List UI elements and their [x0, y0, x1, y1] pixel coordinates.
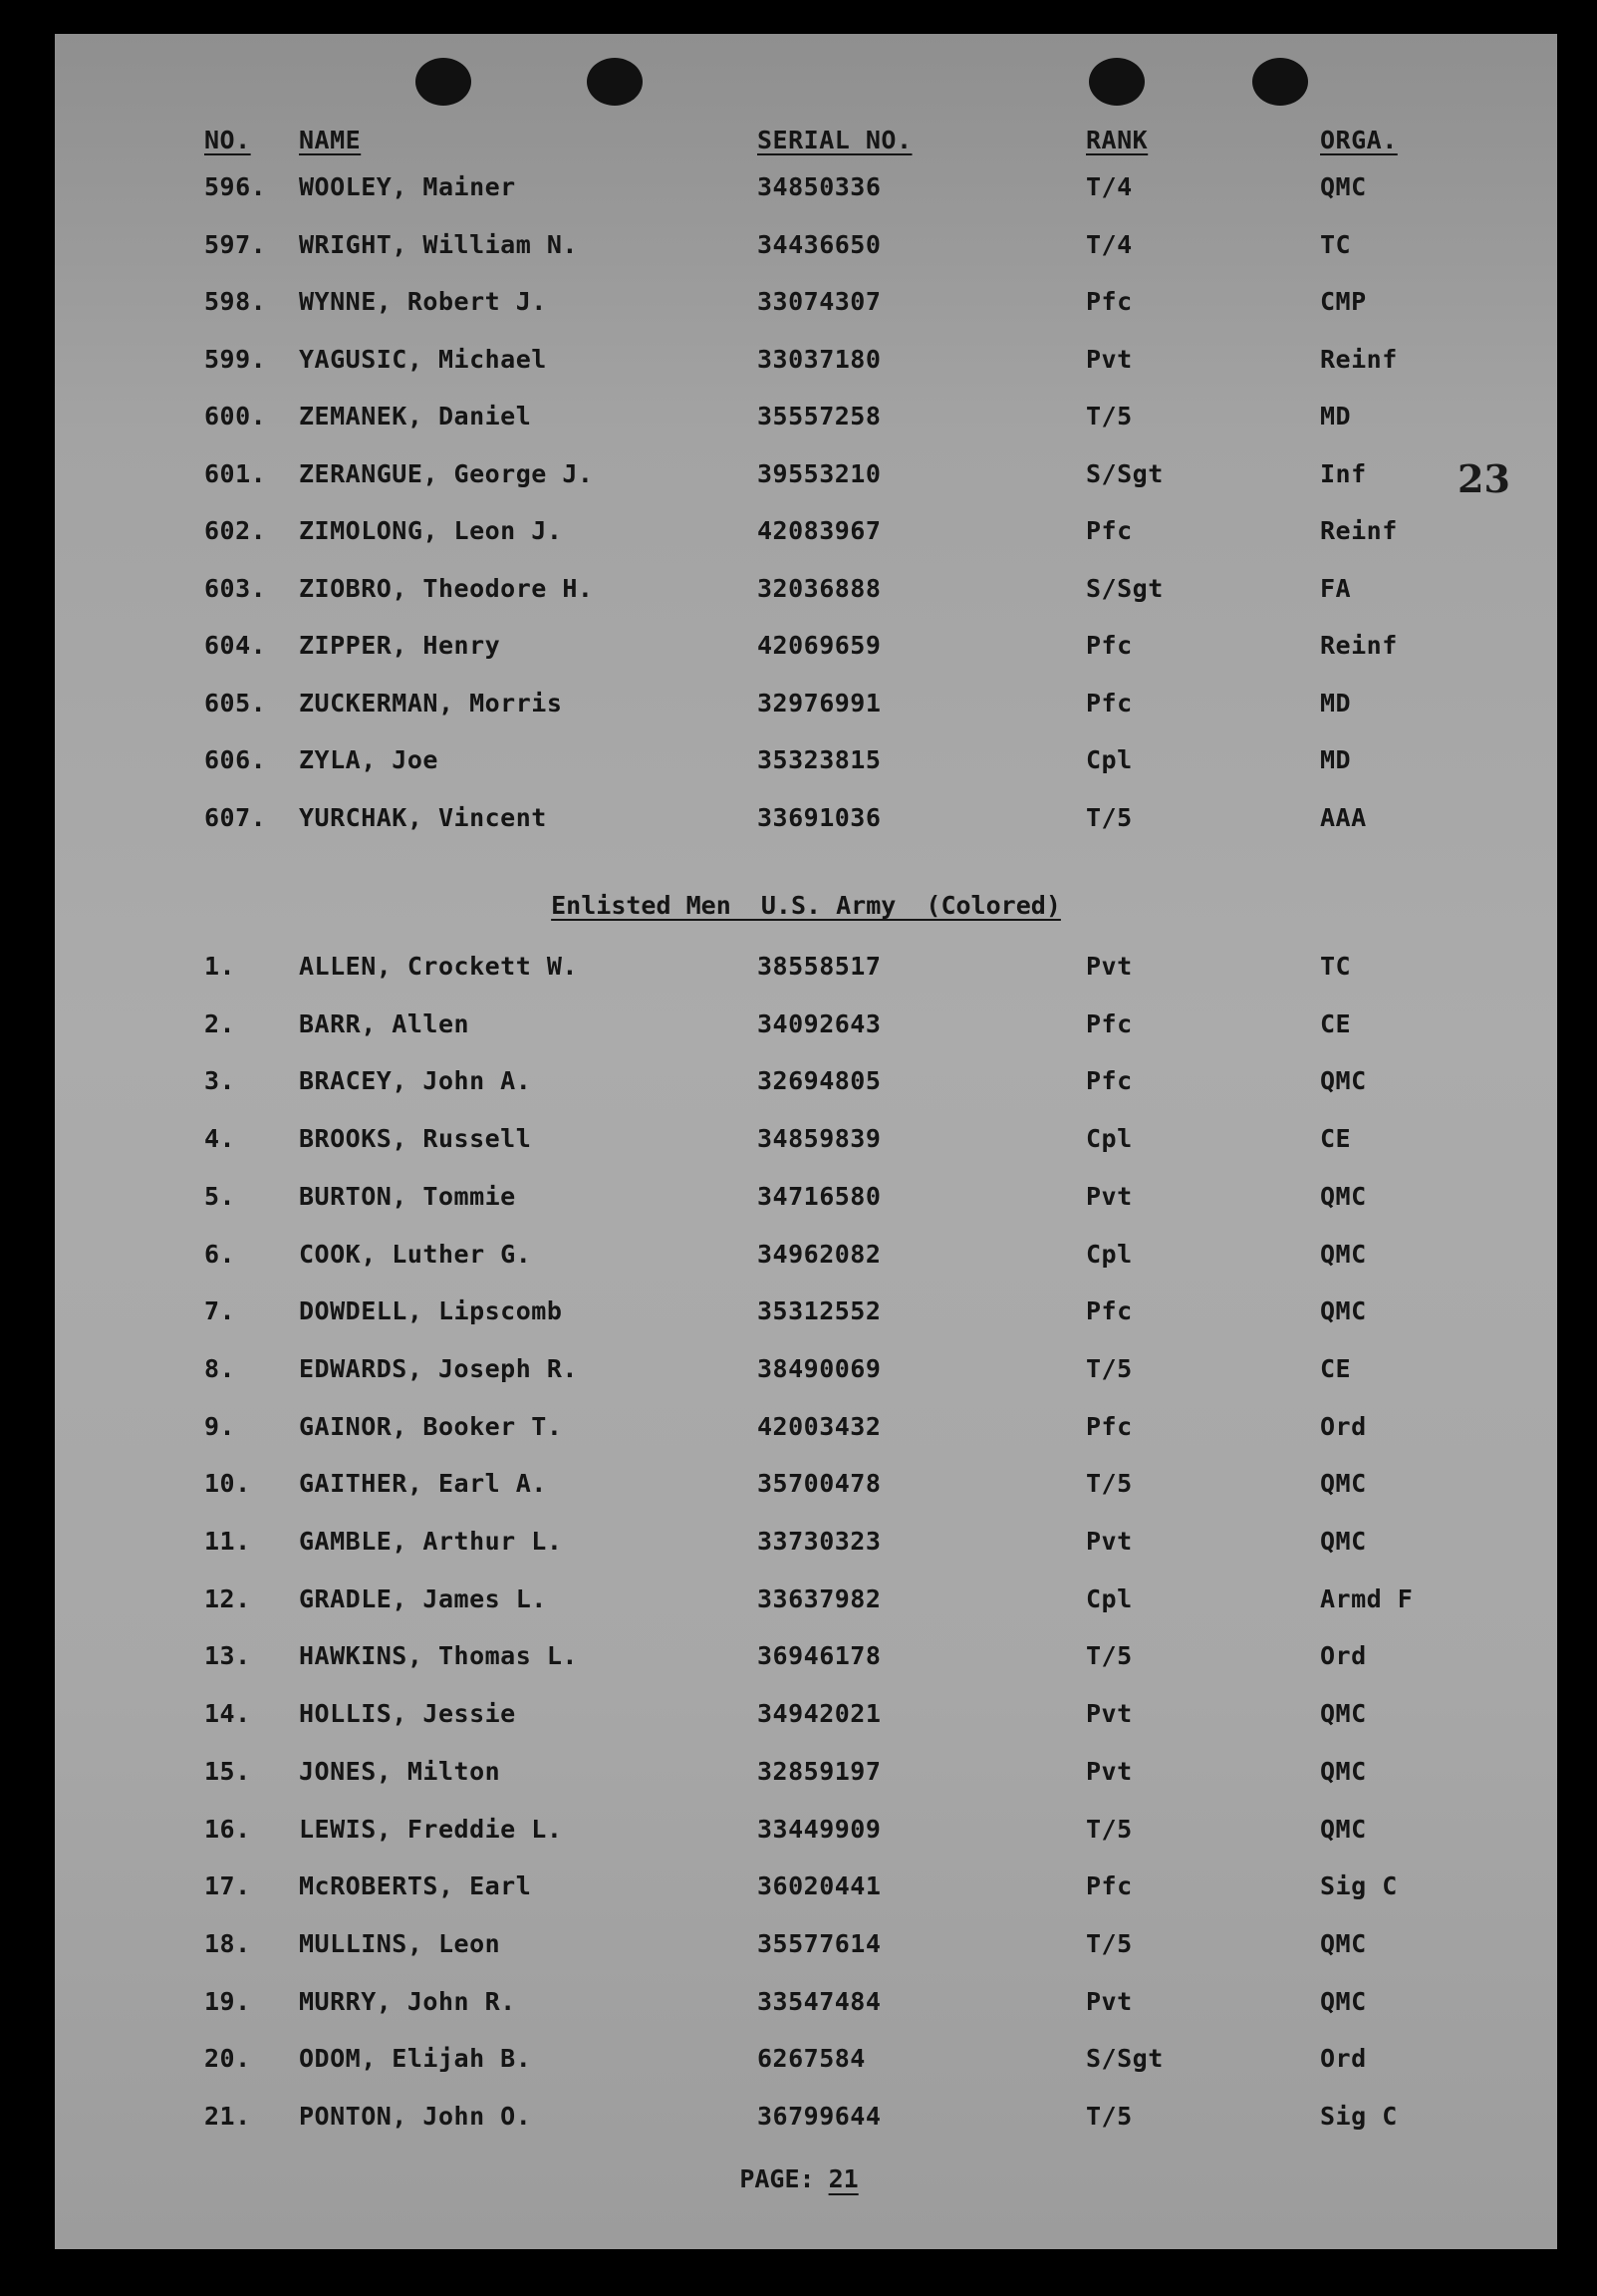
- cell-rank: T/4: [1086, 172, 1133, 201]
- cell-no: 3.: [204, 1066, 236, 1096]
- cell-no: 602.: [204, 516, 267, 545]
- cell-no: 605.: [204, 688, 267, 718]
- cell-no: 17.: [204, 1871, 251, 1901]
- cell-rank: Pfc: [1086, 516, 1133, 545]
- cell-serial: 33637982: [757, 1583, 882, 1613]
- cell-name: YURCHAK, Vincent: [299, 802, 547, 832]
- cell-no: 596.: [204, 172, 267, 201]
- cell-serial: 34092643: [757, 1008, 882, 1038]
- cell-name: BARR, Allen: [299, 1008, 470, 1038]
- roster-row: [55, 1929, 1557, 1965]
- cell-serial: 34436650: [757, 229, 882, 259]
- page-footer: [55, 2164, 1557, 2193]
- cell-org: MD: [1320, 688, 1352, 718]
- cell-name: JONES, Milton: [299, 1756, 501, 1786]
- cell-serial: 38558517: [757, 952, 882, 981]
- cell-name: BROOKS, Russell: [299, 1124, 532, 1154]
- roster-row: [55, 1987, 1557, 2023]
- cell-name: WRIGHT, William N.: [299, 229, 578, 259]
- cell-no: 18.: [204, 1928, 251, 1958]
- cell-serial: 33691036: [757, 802, 882, 832]
- cell-rank: Pfc: [1086, 1296, 1133, 1326]
- cell-serial: 34716580: [757, 1181, 882, 1211]
- cell-no: 600.: [204, 402, 267, 430]
- cell-org: Reinf: [1320, 516, 1398, 545]
- roster-row: [55, 1240, 1557, 1276]
- cell-name: MULLINS, Leon: [299, 1928, 501, 1958]
- cell-serial: 34942021: [757, 1699, 882, 1729]
- cell-rank: Cpl: [1086, 745, 1133, 774]
- roster-row: [55, 1871, 1557, 1907]
- cell-name: ZIPPER, Henry: [299, 631, 501, 660]
- cell-no: 16.: [204, 1814, 251, 1844]
- header-rank: RANK: [1086, 126, 1149, 154]
- cell-no: 13.: [204, 1641, 251, 1671]
- cell-name: BURTON, Tommie: [299, 1181, 516, 1211]
- roster-row: [55, 1641, 1557, 1677]
- cell-rank: S/Sgt: [1086, 573, 1164, 603]
- roster-row: [55, 1469, 1557, 1505]
- roster-row: [55, 402, 1557, 437]
- roster-row: [55, 631, 1557, 667]
- page-label: PAGE:: [739, 2164, 815, 2193]
- cell-org: CE: [1320, 1353, 1352, 1383]
- header-no: NO.: [204, 126, 251, 154]
- cell-name: ZUCKERMAN, Morris: [299, 688, 563, 718]
- cell-no: 604.: [204, 631, 267, 660]
- cell-no: 11.: [204, 1527, 251, 1556]
- roster-row: [55, 172, 1557, 208]
- cell-no: 598.: [204, 287, 267, 316]
- cell-rank: Pvt: [1086, 1699, 1133, 1729]
- cell-name: GAMBLE, Arthur L.: [299, 1527, 563, 1556]
- cell-name: LEWIS, Freddie L.: [299, 1814, 563, 1844]
- roster-row: [55, 1699, 1557, 1735]
- cell-no: 19.: [204, 1986, 251, 2016]
- cell-rank: Cpl: [1086, 1239, 1133, 1269]
- cell-name: ALLEN, Crockett W.: [299, 952, 578, 981]
- cell-org: Reinf: [1320, 631, 1398, 660]
- cell-rank: T/5: [1086, 802, 1133, 832]
- cell-serial: 38490069: [757, 1353, 882, 1383]
- cell-no: 6.: [204, 1239, 236, 1269]
- cell-org: QMC: [1320, 1239, 1367, 1269]
- cell-rank: Pvt: [1086, 1527, 1133, 1556]
- cell-rank: Pvt: [1086, 1986, 1133, 2016]
- cell-name: WOOLEY, Mainer: [299, 172, 516, 201]
- roster-row: [55, 1124, 1557, 1160]
- roster-row: [55, 1296, 1557, 1332]
- cell-serial: 33074307: [757, 287, 882, 316]
- cell-org: QMC: [1320, 1986, 1367, 2016]
- cell-no: 21.: [204, 2102, 251, 2131]
- cell-rank: T/5: [1086, 1469, 1133, 1499]
- cell-serial: 32859197: [757, 1756, 882, 1786]
- cell-no: 12.: [204, 1583, 251, 1613]
- cell-rank: Pfc: [1086, 1066, 1133, 1096]
- roster-row: [55, 516, 1557, 552]
- cell-serial: 34850336: [757, 172, 882, 201]
- cell-name: McROBERTS, Earl: [299, 1871, 532, 1901]
- column-header-row: [55, 126, 1557, 161]
- cell-org: QMC: [1320, 1296, 1367, 1326]
- cell-rank: Pvt: [1086, 1756, 1133, 1786]
- cell-no: 8.: [204, 1353, 236, 1383]
- cell-rank: Cpl: [1086, 1124, 1133, 1154]
- roster-row: [55, 1354, 1557, 1390]
- cell-name: HOLLIS, Jessie: [299, 1699, 516, 1729]
- cell-serial: 35557258: [757, 402, 882, 430]
- cell-serial: 42003432: [757, 1411, 882, 1441]
- cell-serial: 35700478: [757, 1469, 882, 1499]
- cell-rank: Pfc: [1086, 631, 1133, 660]
- cell-name: MURRY, John R.: [299, 1986, 516, 2016]
- page-number: 21: [828, 2164, 859, 2193]
- roster-row: [55, 745, 1557, 781]
- cell-no: 1.: [204, 952, 236, 981]
- cell-org: CMP: [1320, 287, 1367, 316]
- cell-org: Sig C: [1320, 2102, 1398, 2131]
- cell-no: 7.: [204, 1296, 236, 1326]
- cell-rank: T/5: [1086, 402, 1133, 430]
- cell-name: PONTON, John O.: [299, 2102, 532, 2131]
- roster-row: [55, 1527, 1557, 1563]
- roster-row: [55, 689, 1557, 724]
- cell-rank: Pvt: [1086, 344, 1133, 374]
- cell-serial: 42083967: [757, 516, 882, 545]
- cell-name: GRADLE, James L.: [299, 1583, 547, 1613]
- roster-row: [55, 1009, 1557, 1045]
- cell-no: 597.: [204, 229, 267, 259]
- cell-no: 20.: [204, 2044, 251, 2074]
- cell-serial: 34962082: [757, 1239, 882, 1269]
- cell-serial: 35323815: [757, 745, 882, 774]
- cell-org: QMC: [1320, 1814, 1367, 1844]
- cell-rank: Pfc: [1086, 1411, 1133, 1441]
- cell-org: QMC: [1320, 1928, 1367, 1958]
- cell-rank: S/Sgt: [1086, 458, 1164, 488]
- cell-org: QMC: [1320, 1699, 1367, 1729]
- roster-row: [55, 2044, 1557, 2080]
- roster-row: [55, 230, 1557, 266]
- cell-no: 603.: [204, 573, 267, 603]
- cell-org: Sig C: [1320, 1871, 1398, 1901]
- cell-serial: 34859839: [757, 1124, 882, 1154]
- side-number: 23: [1458, 456, 1510, 501]
- cell-name: ZEMANEK, Daniel: [299, 402, 532, 430]
- header-name: NAME: [299, 126, 362, 154]
- cell-no: 5.: [204, 1181, 236, 1211]
- cell-name: ZYLA, Joe: [299, 745, 438, 774]
- cell-no: 10.: [204, 1469, 251, 1499]
- cell-rank: T/5: [1086, 1353, 1133, 1383]
- cell-name: ZIOBRO, Theodore H.: [299, 573, 594, 603]
- cell-org: MD: [1320, 745, 1352, 774]
- roster-row: [55, 287, 1557, 323]
- cell-name: HAWKINS, Thomas L.: [299, 1641, 578, 1671]
- cell-no: 2.: [204, 1008, 236, 1038]
- cell-org: TC: [1320, 952, 1352, 981]
- section-title: Enlisted Men U.S. Army (Colored): [551, 891, 1061, 920]
- punch-hole: [1252, 58, 1308, 106]
- cell-serial: 36020441: [757, 1871, 882, 1901]
- header-serial: SERIAL NO.: [757, 126, 913, 154]
- cell-no: 15.: [204, 1756, 251, 1786]
- cell-no: 14.: [204, 1699, 251, 1729]
- cell-rank: Pvt: [1086, 1181, 1133, 1211]
- roster-row: [55, 1412, 1557, 1448]
- cell-org: AAA: [1320, 802, 1367, 832]
- cell-org: CE: [1320, 1124, 1352, 1154]
- header-orga: ORGA.: [1320, 126, 1398, 154]
- cell-rank: Pfc: [1086, 1871, 1133, 1901]
- cell-rank: T/4: [1086, 229, 1133, 259]
- cell-serial: 36946178: [757, 1641, 882, 1671]
- cell-rank: Pvt: [1086, 952, 1133, 981]
- cell-name: WYNNE, Robert J.: [299, 287, 547, 316]
- cell-serial: 35312552: [757, 1296, 882, 1326]
- cell-no: 4.: [204, 1124, 236, 1154]
- cell-org: Ord: [1320, 2044, 1367, 2074]
- cell-serial: 33449909: [757, 1814, 882, 1844]
- cell-rank: T/5: [1086, 2102, 1133, 2131]
- roster-row: [55, 952, 1557, 988]
- cell-org: QMC: [1320, 1527, 1367, 1556]
- cell-org: Reinf: [1320, 344, 1398, 374]
- cell-serial: 39553210: [757, 458, 882, 488]
- roster-row: [55, 1182, 1557, 1218]
- cell-name: ZIMOLONG, Leon J.: [299, 516, 563, 545]
- cell-name: DOWDELL, Lipscomb: [299, 1296, 563, 1326]
- cell-org: Inf: [1320, 458, 1367, 488]
- cell-no: 606.: [204, 745, 267, 774]
- cell-serial: 32036888: [757, 573, 882, 603]
- punch-hole: [1089, 58, 1145, 106]
- cell-org: QMC: [1320, 1756, 1367, 1786]
- roster-row: [55, 1815, 1557, 1851]
- cell-name: YAGUSIC, Michael: [299, 344, 547, 374]
- cell-rank: T/5: [1086, 1641, 1133, 1671]
- cell-serial: 35577614: [757, 1928, 882, 1958]
- punch-hole: [587, 58, 643, 106]
- cell-org: QMC: [1320, 1469, 1367, 1499]
- cell-rank: Pfc: [1086, 287, 1133, 316]
- cell-serial: 33547484: [757, 1986, 882, 2016]
- cell-org: TC: [1320, 229, 1352, 259]
- roster-row: [55, 803, 1557, 839]
- cell-name: GAITHER, Earl A.: [299, 1469, 547, 1499]
- cell-serial: 32976991: [757, 688, 882, 718]
- roster-row: [55, 1066, 1557, 1102]
- cell-name: ZERANGUE, George J.: [299, 458, 594, 488]
- punch-hole: [415, 58, 471, 106]
- cell-org: Armd F: [1320, 1583, 1414, 1613]
- cell-org: FA: [1320, 573, 1352, 603]
- cell-org: CE: [1320, 1008, 1352, 1038]
- cell-no: 601.: [204, 458, 267, 488]
- cell-rank: S/Sgt: [1086, 2044, 1164, 2074]
- cell-org: Ord: [1320, 1411, 1367, 1441]
- cell-serial: 42069659: [757, 631, 882, 660]
- roster-row: [55, 1584, 1557, 1620]
- cell-name: ODOM, Elijah B.: [299, 2044, 532, 2074]
- cell-serial: 33730323: [757, 1527, 882, 1556]
- cell-serial: 6267584: [757, 2044, 866, 2074]
- cell-name: COOK, Luther G.: [299, 1239, 532, 1269]
- cell-serial: 36799644: [757, 2102, 882, 2131]
- cell-org: Ord: [1320, 1641, 1367, 1671]
- cell-org: QMC: [1320, 172, 1367, 201]
- cell-serial: 33037180: [757, 344, 882, 374]
- cell-org: MD: [1320, 402, 1352, 430]
- cell-name: BRACEY, John A.: [299, 1066, 532, 1096]
- cell-name: GAINOR, Booker T.: [299, 1411, 563, 1441]
- cell-rank: Pfc: [1086, 688, 1133, 718]
- roster-row: [55, 574, 1557, 610]
- roster-row: [55, 1757, 1557, 1793]
- cell-org: QMC: [1320, 1066, 1367, 1096]
- roster-row: [55, 345, 1557, 381]
- cell-rank: T/5: [1086, 1814, 1133, 1844]
- cell-no: 607.: [204, 802, 267, 832]
- cell-org: QMC: [1320, 1181, 1367, 1211]
- cell-name: EDWARDS, Joseph R.: [299, 1353, 578, 1383]
- cell-rank: Cpl: [1086, 1583, 1133, 1613]
- cell-serial: 32694805: [757, 1066, 882, 1096]
- roster-row: [55, 459, 1557, 495]
- cell-rank: T/5: [1086, 1928, 1133, 1958]
- document-page: [55, 34, 1557, 2249]
- cell-rank: Pfc: [1086, 1008, 1133, 1038]
- roster-row: [55, 2102, 1557, 2138]
- cell-no: 599.: [204, 344, 267, 374]
- cell-no: 9.: [204, 1411, 236, 1441]
